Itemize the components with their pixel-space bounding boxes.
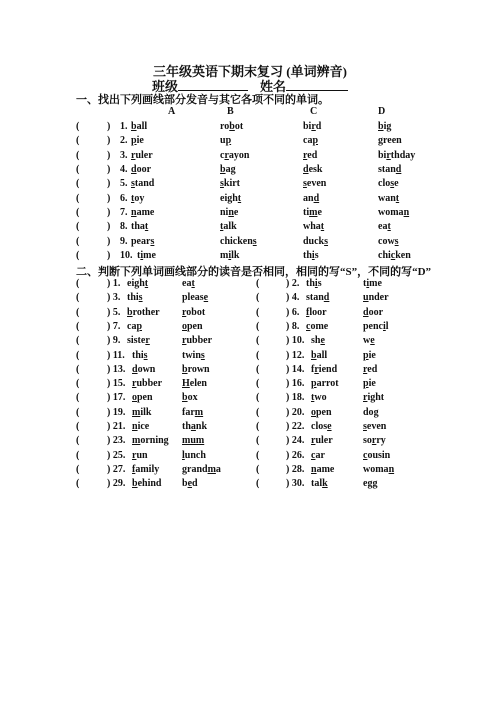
word-2: grandma: [182, 463, 221, 475]
paren-close: ): [107, 207, 111, 219]
paren-close: ): [107, 164, 111, 176]
paren-open: (: [76, 292, 80, 304]
option-b: milk: [220, 250, 240, 262]
answer-blank[interactable]: [84, 178, 111, 190]
question-number: ) 23.: [107, 435, 126, 447]
word-2: under: [363, 292, 389, 304]
word-1: this: [306, 278, 322, 289]
paren-close: ): [107, 135, 111, 147]
paren-open: (: [76, 207, 80, 219]
option-b: nine: [220, 207, 239, 219]
option-d: green: [378, 135, 402, 147]
answer-blank[interactable]: [264, 307, 284, 319]
answer-blank[interactable]: [264, 407, 284, 419]
paren-close: ): [107, 221, 111, 233]
word-1: car: [311, 449, 325, 461]
word-1: open: [132, 392, 153, 404]
option-c: red: [303, 149, 318, 161]
word-1: stand: [306, 292, 330, 304]
answer-blank[interactable]: [264, 421, 284, 433]
paren-open: (: [256, 392, 260, 404]
word-1: this: [127, 292, 143, 304]
answer-blank[interactable]: [84, 307, 104, 319]
paren-close: ): [107, 192, 111, 204]
option-b: eight: [220, 192, 242, 204]
question-number: ) 17.: [107, 392, 126, 404]
word-2: eat: [182, 278, 195, 289]
option-d: woman: [378, 207, 410, 219]
question-number: ) 27.: [107, 463, 126, 475]
question-number: ) 11.: [107, 349, 125, 361]
question-number: ) 30.: [286, 478, 305, 490]
word-1: come: [306, 320, 329, 332]
question-row: [0, 135, 500, 149]
option-c: what: [303, 221, 325, 233]
word-1: rubber: [132, 378, 163, 390]
question-number: ) 21.: [107, 421, 126, 432]
word-1: close: [311, 421, 332, 432]
question-number: 1.: [120, 121, 128, 132]
word-1: ruler: [311, 435, 333, 447]
section1-heading: 一、找出下列画线部分发音与其它各项不同的单词。: [76, 94, 329, 106]
judge-row: [0, 464, 500, 478]
answer-blank[interactable]: [84, 192, 111, 205]
answer-blank[interactable]: [84, 335, 104, 347]
paren-open: (: [76, 164, 80, 176]
column-header-b: B: [227, 106, 234, 117]
paren-open: (: [76, 363, 80, 375]
word-1: run: [132, 449, 148, 461]
word-2: lunch: [182, 449, 206, 461]
word-1: floor: [306, 306, 327, 318]
answer-blank[interactable]: [264, 450, 284, 462]
judge-row: [0, 478, 500, 492]
question-number: ) 16.: [286, 378, 305, 390]
paren-open: (: [256, 378, 260, 390]
paren-open: (: [76, 250, 80, 262]
answer-blank[interactable]: [264, 478, 284, 490]
paren-open: (: [256, 435, 260, 447]
word-2: pie: [363, 378, 376, 390]
option-a: ruler: [131, 149, 153, 161]
judge-row: [0, 335, 500, 349]
paren-open: (: [256, 335, 260, 347]
paren-open: (: [76, 135, 80, 147]
word-2: open: [182, 320, 203, 332]
option-d: eat: [378, 221, 391, 233]
word-2: cousin: [363, 449, 391, 461]
answer-blank[interactable]: [264, 278, 284, 290]
judge-row: [0, 292, 500, 306]
answer-blank[interactable]: [264, 364, 284, 376]
judge-row: [0, 321, 500, 335]
answer-blank[interactable]: [84, 121, 111, 133]
answer-blank[interactable]: [264, 464, 284, 476]
word-2: thank: [182, 421, 208, 432]
word-1: brother: [127, 306, 160, 318]
answer-blank[interactable]: [84, 164, 111, 176]
word-2: right: [363, 392, 385, 404]
paren-open: (: [76, 235, 80, 247]
paren-open: (: [76, 121, 80, 132]
question-number: ) 25.: [107, 449, 126, 461]
paren-open: (: [256, 363, 260, 375]
question-number: ) 29.: [107, 478, 126, 490]
judge-row: [0, 450, 500, 464]
paren-open: (: [76, 406, 80, 418]
question-row: [0, 121, 500, 135]
word-2: brown: [182, 363, 210, 375]
question-number: 10.: [120, 250, 133, 262]
word-2: Helen: [182, 378, 207, 390]
option-d: stand: [378, 164, 402, 176]
question-number: ) 5.: [107, 306, 121, 318]
paren-open: (: [76, 435, 80, 447]
word-2: door: [363, 306, 384, 318]
option-a: door: [131, 164, 152, 176]
word-1: friend: [311, 363, 338, 375]
option-c: desk: [303, 164, 323, 176]
question-number: 9.: [120, 235, 128, 247]
option-c: and: [303, 192, 320, 204]
option-a: pears: [131, 235, 155, 247]
answer-blank[interactable]: [84, 435, 104, 447]
option-b: talk: [220, 221, 237, 233]
question-number: ) 26.: [286, 449, 305, 461]
answer-blank[interactable]: [264, 292, 284, 304]
column-header-c: C: [310, 106, 318, 117]
word-2: we: [363, 335, 375, 347]
answer-blank[interactable]: [84, 421, 104, 433]
question-number: 3.: [120, 149, 128, 161]
question-number: 4.: [120, 164, 128, 176]
question-row: [0, 178, 500, 192]
paren-open: (: [76, 421, 80, 432]
answer-blank[interactable]: [264, 435, 284, 447]
question-number: ) 1.: [107, 278, 121, 289]
paren-open: (: [76, 149, 80, 161]
judge-row: [0, 407, 500, 421]
question-row: [0, 193, 500, 207]
option-c: seven: [303, 178, 327, 190]
name-label: 姓名: [260, 79, 287, 94]
question-number: ) 6.: [286, 306, 300, 318]
question-row: [0, 164, 500, 178]
answer-blank[interactable]: [84, 235, 111, 248]
word-1: she: [311, 335, 325, 347]
word-1: behind: [132, 478, 162, 490]
option-d: cows: [378, 235, 399, 247]
option-c: this: [303, 250, 319, 262]
question-number: ) 15.: [107, 378, 126, 390]
word-2: sorry: [363, 435, 386, 447]
section2-heading: 二、判断下列单词画线部分的读音是否相同，相同的写“S”，不同的写“D”: [76, 266, 432, 278]
word-1: nice: [132, 421, 150, 432]
paren-open: (: [76, 378, 80, 390]
paren-open: (: [256, 449, 260, 461]
word-1: family: [132, 463, 160, 475]
answer-blank[interactable]: [264, 335, 284, 347]
answer-blank[interactable]: [84, 221, 111, 233]
word-1: name: [311, 463, 335, 475]
question-number: ) 24.: [286, 435, 305, 447]
word-2: pencil: [363, 320, 389, 332]
question-number: 2.: [120, 135, 128, 147]
question-number: ) 12.: [286, 349, 305, 361]
option-a: pie: [131, 135, 144, 147]
word-1: talk: [311, 478, 328, 490]
option-b: bag: [220, 164, 236, 176]
question-number: ) 28.: [286, 463, 305, 475]
question-row: [0, 236, 500, 250]
answer-blank[interactable]: [84, 464, 104, 476]
question-number: 8.: [120, 221, 128, 233]
answer-blank[interactable]: [84, 149, 111, 162]
paren-open: (: [76, 192, 80, 204]
paren-open: (: [256, 306, 260, 318]
answer-blank[interactable]: [84, 392, 104, 404]
column-header-d: D: [378, 106, 386, 117]
name-blank[interactable]: [286, 78, 348, 91]
answer-blank[interactable]: [84, 278, 104, 290]
question-number: ) 9.: [107, 335, 121, 347]
answer-blank[interactable]: [264, 321, 284, 333]
question-number: ) 3.: [107, 292, 121, 304]
answer-blank[interactable]: [84, 350, 104, 362]
word-2: egg: [363, 478, 378, 490]
question-number: ) 4.: [286, 292, 300, 304]
paren-open: (: [76, 449, 80, 461]
class-blank[interactable]: [178, 78, 248, 91]
word-2: woman: [363, 463, 395, 475]
option-d: birthday: [378, 149, 416, 161]
question-row: [0, 207, 500, 221]
option-a: stand: [131, 178, 155, 190]
question-number: 5.: [120, 178, 128, 190]
answer-blank[interactable]: [84, 364, 104, 376]
paren-open: (: [76, 178, 80, 190]
answer-blank[interactable]: [84, 478, 104, 490]
judge-row: [0, 378, 500, 392]
word-2: mum: [182, 435, 205, 447]
question-number: ) 8.: [286, 320, 300, 332]
option-c: time: [303, 207, 322, 219]
paren-open: (: [256, 406, 260, 418]
paren-open: (: [76, 306, 80, 318]
answer-blank[interactable]: [84, 378, 104, 390]
word-1: open: [311, 406, 332, 418]
word-1: ball: [311, 349, 328, 361]
judge-row: [0, 350, 500, 364]
word-1: parrot: [311, 378, 339, 390]
option-a: name: [131, 207, 155, 219]
paren-open: (: [76, 320, 80, 332]
question-row: [0, 150, 500, 164]
paren-open: (: [256, 320, 260, 332]
answer-blank[interactable]: [84, 407, 104, 419]
worksheet-title: 三年级英语下期末复习 (单词辨音): [153, 64, 347, 79]
option-c: bird: [303, 121, 322, 132]
question-number: ) 10.: [286, 335, 305, 347]
word-2: bed: [182, 478, 198, 490]
word-2: rubber: [182, 335, 213, 347]
option-b: chickens: [220, 235, 257, 247]
answer-blank[interactable]: [84, 250, 111, 262]
judge-row: [0, 364, 500, 378]
question-number: ) 7.: [107, 320, 121, 332]
paren-open: (: [256, 478, 260, 490]
question-number: ) 14.: [286, 363, 305, 375]
word-1: sister: [127, 335, 150, 347]
question-number: 6.: [120, 192, 128, 204]
word-1: cap: [127, 320, 143, 332]
word-2: box: [182, 392, 198, 404]
word-2: robot: [182, 306, 206, 318]
word-2: farm: [182, 406, 204, 418]
paren-close: ): [107, 121, 111, 132]
option-a: time: [137, 250, 156, 262]
word-1: this: [132, 349, 148, 361]
answer-blank[interactable]: [264, 392, 284, 404]
paren-open: (: [76, 221, 80, 233]
paren-close: ): [107, 235, 111, 247]
answer-blank[interactable]: [84, 321, 104, 333]
paren-open: (: [76, 278, 80, 289]
option-d: chicken: [378, 250, 411, 262]
option-c: ducks: [303, 235, 329, 247]
option-b: skirt: [220, 178, 241, 190]
question-number: 7.: [120, 207, 128, 219]
paren-open: (: [256, 463, 260, 475]
option-a: that: [131, 221, 149, 233]
word-1: two: [311, 392, 327, 404]
paren-open: (: [256, 349, 260, 361]
judge-row: [0, 307, 500, 321]
paren-open: (: [76, 463, 80, 475]
paren-close: ): [107, 149, 111, 161]
paren-open: (: [256, 421, 260, 432]
option-b: crayon: [220, 149, 250, 161]
question-row: [0, 221, 500, 235]
option-d: want: [378, 192, 400, 204]
paren-open: (: [256, 292, 260, 304]
paren-open: (: [76, 335, 80, 347]
word-2: pie: [363, 349, 376, 361]
option-a: toy: [131, 192, 145, 204]
option-d: close: [378, 178, 399, 190]
word-1: eight: [127, 278, 149, 289]
judge-row: [0, 421, 500, 435]
word-1: down: [132, 363, 156, 375]
answer-blank[interactable]: [84, 207, 111, 219]
question-number: ) 18.: [286, 392, 305, 404]
class-label: 班级: [151, 79, 178, 94]
judge-row: [0, 435, 500, 449]
paren-open: (: [76, 478, 80, 490]
word-2: dog: [363, 406, 379, 418]
paren-open: (: [76, 349, 80, 361]
judge-row: [0, 278, 500, 292]
answer-blank[interactable]: [264, 350, 284, 362]
answer-blank[interactable]: [264, 378, 284, 390]
question-number: ) 13.: [107, 363, 126, 375]
word-2: twins: [182, 349, 205, 361]
option-a: ball: [131, 121, 148, 132]
word-1: morning: [132, 435, 169, 447]
question-number: ) 20.: [286, 406, 305, 418]
paren-open: (: [256, 278, 260, 289]
judge-row: [0, 392, 500, 406]
question-number: ) 19.: [107, 406, 126, 418]
option-b: up: [220, 135, 232, 147]
paren-close: ): [107, 178, 111, 190]
word-2: please: [182, 292, 209, 304]
column-header-a: A: [168, 106, 176, 117]
option-d: big: [378, 121, 392, 132]
answer-blank[interactable]: [84, 135, 111, 147]
word-2: time: [363, 278, 382, 289]
word-2: red: [363, 363, 378, 375]
answer-blank[interactable]: [84, 292, 104, 304]
question-number: ) 22.: [286, 421, 305, 432]
option-b: robot: [220, 121, 244, 132]
answer-blank[interactable]: [84, 450, 104, 462]
question-number: ) 2.: [286, 278, 300, 289]
paren-open: (: [76, 392, 80, 404]
option-c: cap: [303, 135, 319, 147]
word-1: milk: [132, 406, 152, 418]
paren-close: ): [107, 250, 111, 262]
word-2: seven: [363, 421, 387, 432]
